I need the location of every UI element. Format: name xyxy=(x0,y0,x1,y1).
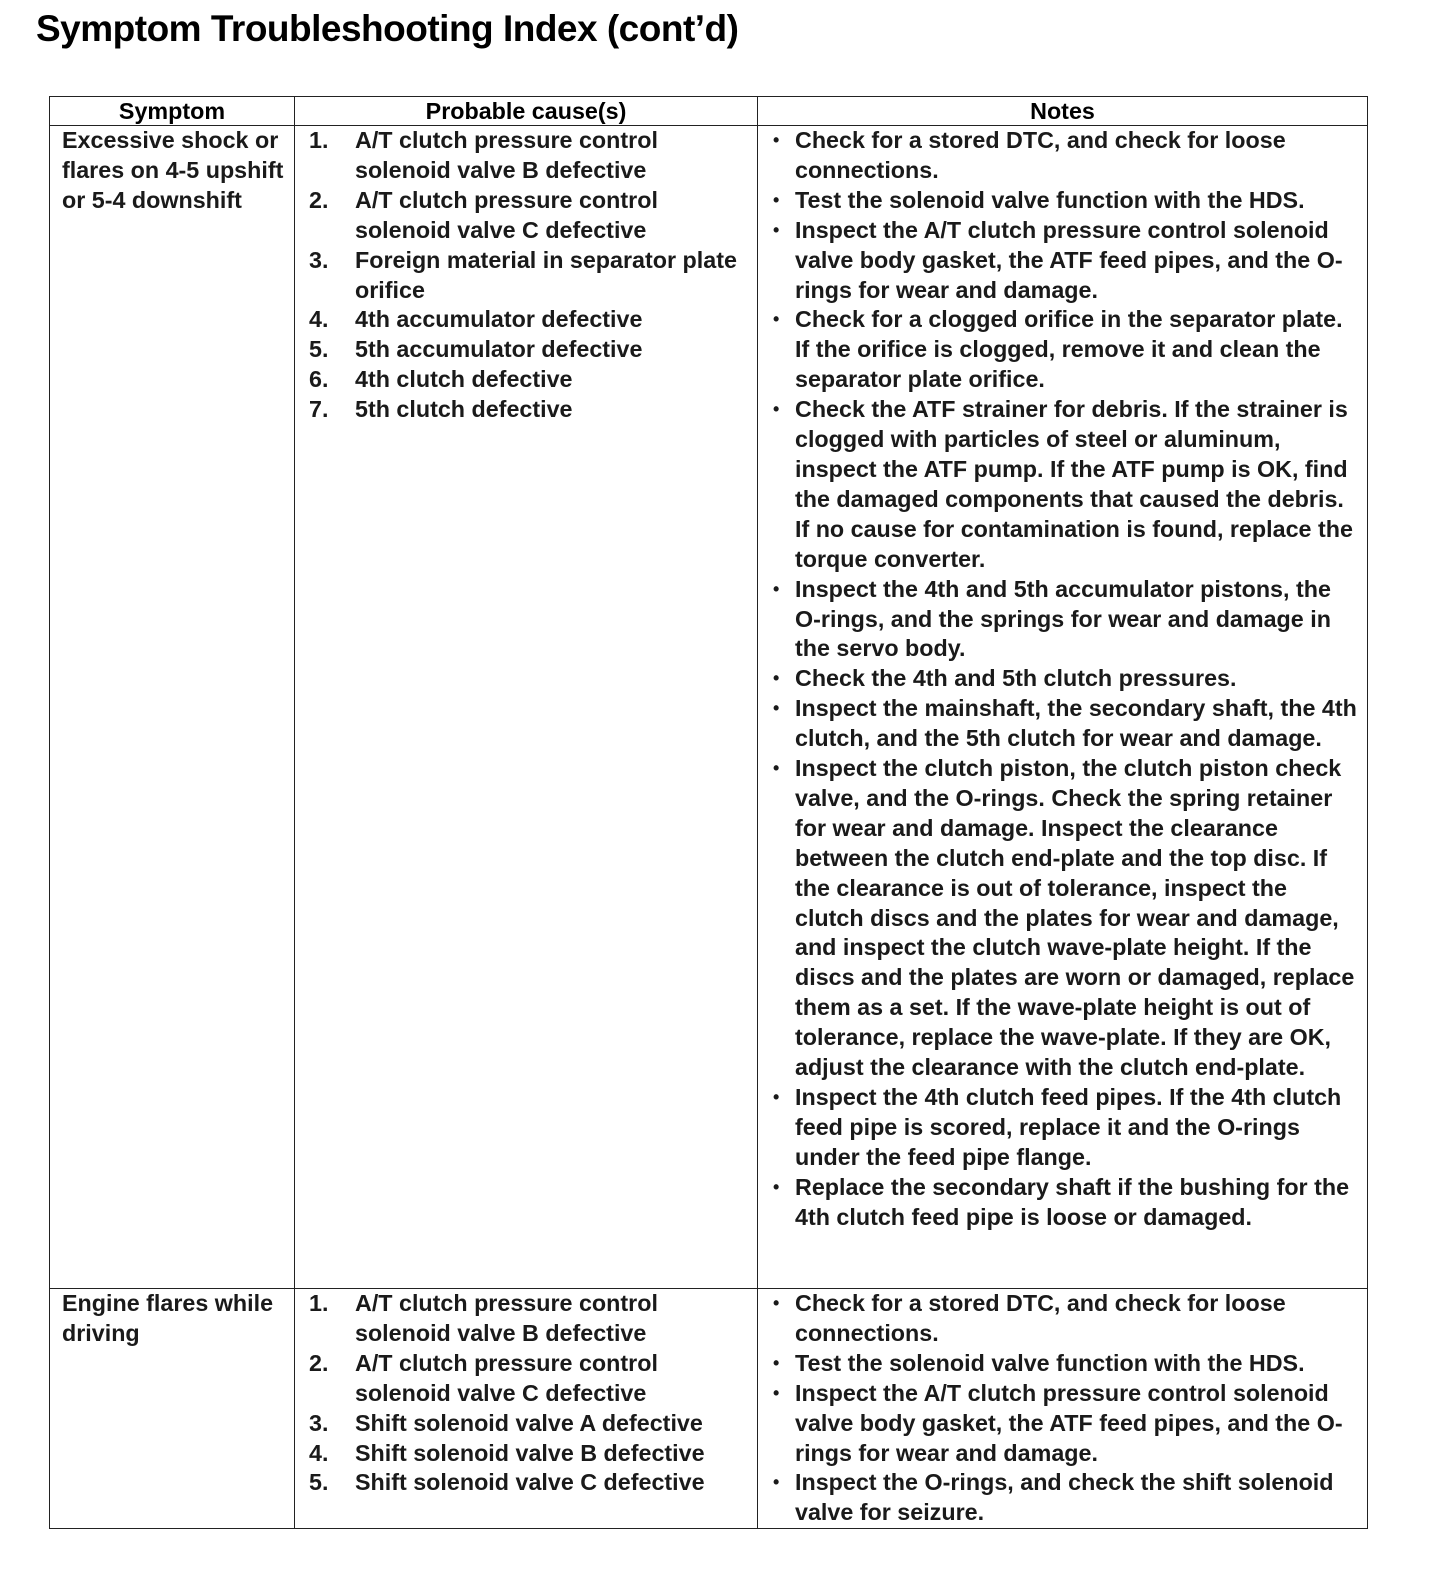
cause-text: Foreign material in separator plate orifice xyxy=(355,246,737,303)
note-text: Inspect the A/T clutch pressure control solenoid valve body gasket, the ATF feed pipes, and the O-rings for wear and damage. xyxy=(795,216,1343,303)
cause-text: A/T clutch pressure control solenoid valve B defective xyxy=(355,1290,658,1346)
note-text: Inspect the A/T clutch pressure control solenoid valve body gasket, the ATF feed pipes, and the O-rings for wear and damage. xyxy=(795,1379,1343,1466)
header-probable-causes: Probable cause(s) xyxy=(295,97,758,126)
cause-text: A/T clutch pressure control solenoid valve C defective xyxy=(355,186,658,243)
note-item xyxy=(758,305,1367,395)
note-text: Test the solenoid valve function with the HDS. xyxy=(795,186,1305,213)
bullet-icon: • xyxy=(773,668,780,689)
cause-item xyxy=(295,126,757,186)
bullet-icon: • xyxy=(773,698,780,719)
cause-number: 2. xyxy=(309,1349,329,1376)
symptom-cell xyxy=(50,126,295,1289)
note-item xyxy=(758,694,1367,754)
page-title: Symptom Troubleshooting Index (cont’d) xyxy=(36,8,739,49)
note-item xyxy=(758,754,1367,1083)
cause-number: 4. xyxy=(309,1439,329,1466)
cause-number: 2. xyxy=(309,186,329,213)
cause-number: 1. xyxy=(309,127,329,153)
note-text: Inspect the 4th clutch feed pipes. If the 4th clutch feed pipe is scored, replace it and the O-rings under the feed pipe flange. xyxy=(795,1084,1342,1170)
cause-item xyxy=(295,246,757,306)
cause-number: 7. xyxy=(309,396,329,423)
note-item xyxy=(758,664,1367,694)
bullet-icon: • xyxy=(773,1382,780,1403)
cause-item xyxy=(295,1289,757,1349)
cause-text: 5th accumulator defective xyxy=(355,336,643,363)
notes-cell xyxy=(758,126,1368,1289)
cause-item xyxy=(295,1439,757,1469)
bullet-icon: • xyxy=(773,399,780,420)
cause-number: 5. xyxy=(309,336,329,363)
note-text: Check for a stored DTC, and check for loose connections. xyxy=(795,1290,1286,1346)
bullet-icon: • xyxy=(773,130,780,150)
cause-number: 3. xyxy=(309,1409,329,1436)
note-item xyxy=(758,1468,1367,1528)
bullet-icon: • xyxy=(773,1352,780,1373)
cause-item xyxy=(295,305,757,335)
cause-item xyxy=(295,186,757,246)
cause-number: 1. xyxy=(309,1290,329,1316)
cause-text: 4th accumulator defective xyxy=(355,306,643,333)
note-text: Check the 4th and 5th clutch pressures. xyxy=(795,665,1237,692)
symptom-cell xyxy=(50,1289,295,1529)
note-item xyxy=(758,186,1367,216)
note-text: Check for a clogged orifice in the separator plate. If the orifice is clogged, remove it and clean the separator plate orifice. xyxy=(795,306,1343,393)
bullet-icon: • xyxy=(773,1293,780,1313)
troubleshooting-table xyxy=(49,96,1368,1529)
table-row xyxy=(50,126,1368,1289)
note-text: Replace the secondary shaft if the bushing for the 4th clutch feed pipe is loose or damaged. xyxy=(795,1173,1350,1230)
note-item xyxy=(758,1173,1367,1233)
cause-item xyxy=(295,335,757,365)
causes-cell xyxy=(295,126,758,1289)
note-item xyxy=(758,1289,1367,1349)
note-item xyxy=(758,216,1367,306)
note-text: Inspect the 4th and 5th accumulator pistons, the O-rings, and the springs for wear and damage in the servo body. xyxy=(795,575,1331,662)
cause-number: 6. xyxy=(309,366,329,393)
bullet-icon: • xyxy=(773,758,780,779)
cause-item xyxy=(295,395,757,425)
note-text: Check for a stored DTC, and check for loose connections. xyxy=(795,127,1286,183)
note-text: Check the ATF strainer for debris. If the strainer is clogged with particles of steel or aluminum, inspect the ATF pump. If the ATF pump is OK, find the damaged components that caused the debris. If no cause for contamination is found, replace the torque converter. xyxy=(795,396,1353,572)
cause-number: 4. xyxy=(309,306,329,333)
bullet-icon: • xyxy=(773,189,780,210)
notes-list xyxy=(758,1289,1367,1528)
causes-list xyxy=(295,1289,757,1498)
bullet-icon: • xyxy=(773,309,780,330)
notes-list xyxy=(758,126,1367,1233)
notes-cell xyxy=(758,1289,1368,1529)
header-notes: Notes xyxy=(758,97,1368,126)
cause-number: 3. xyxy=(309,246,329,273)
symptom-text: Engine flares while driving xyxy=(62,1290,274,1346)
header-symptom: Symptom xyxy=(50,97,295,126)
cause-item xyxy=(295,1468,757,1498)
note-item xyxy=(758,1349,1367,1379)
cause-text: Shift solenoid valve C defective xyxy=(355,1469,705,1496)
symptom-text: Excessive shock or flares on 4-5 upshift or 5-4 downshift xyxy=(62,127,284,213)
note-text: Inspect the O-rings, and check the shift solenoid valve for seizure. xyxy=(795,1469,1334,1526)
bullet-icon: • xyxy=(773,219,780,240)
note-item xyxy=(758,126,1367,186)
cause-item xyxy=(295,1349,757,1409)
note-text: Inspect the mainshaft, the secondary shaft, the 4th clutch, and the 5th clutch for wear and damage. xyxy=(795,695,1357,752)
causes-list xyxy=(295,126,757,425)
note-item xyxy=(758,1379,1367,1469)
note-text: Test the solenoid valve function with the HDS. xyxy=(795,1349,1305,1376)
cause-item xyxy=(295,1409,757,1439)
note-text: Inspect the clutch piston, the clutch piston check valve, and the O-rings. Check the spring retainer for wear and damage. Inspect the clearance between the clutch end-plate and the top disc. If the clearance is out of tolerance, inspect the clutch discs and the plates for wear and damage, and inspect the clutch wave-plate height. If the discs and the plates are worn or damaged, replace them as a set. If the wave-plate height is out of tolerance, replace the wave-plate. If they are OK, adjust the clearance with the clutch end-plate. xyxy=(795,755,1355,1081)
bullet-icon: • xyxy=(773,1087,780,1107)
causes-cell xyxy=(295,1289,758,1529)
cause-text: 5th clutch defective xyxy=(355,396,573,423)
table-row xyxy=(50,1289,1368,1529)
bullet-icon: • xyxy=(773,578,780,599)
cause-text: A/T clutch pressure control solenoid valve C defective xyxy=(355,1349,658,1406)
cause-item xyxy=(295,365,757,395)
cause-text: 4th clutch defective xyxy=(355,366,573,393)
header-row xyxy=(50,97,1368,126)
cause-number: 5. xyxy=(309,1469,329,1496)
note-item xyxy=(758,1083,1367,1173)
cause-text: A/T clutch pressure control solenoid valve B defective xyxy=(355,127,658,183)
cause-text: Shift solenoid valve A defective xyxy=(355,1409,703,1436)
bullet-icon: • xyxy=(773,1176,780,1197)
note-item xyxy=(758,395,1367,574)
cause-text: Shift solenoid valve B defective xyxy=(355,1439,705,1466)
bullet-icon: • xyxy=(773,1472,780,1493)
note-item xyxy=(758,575,1367,665)
